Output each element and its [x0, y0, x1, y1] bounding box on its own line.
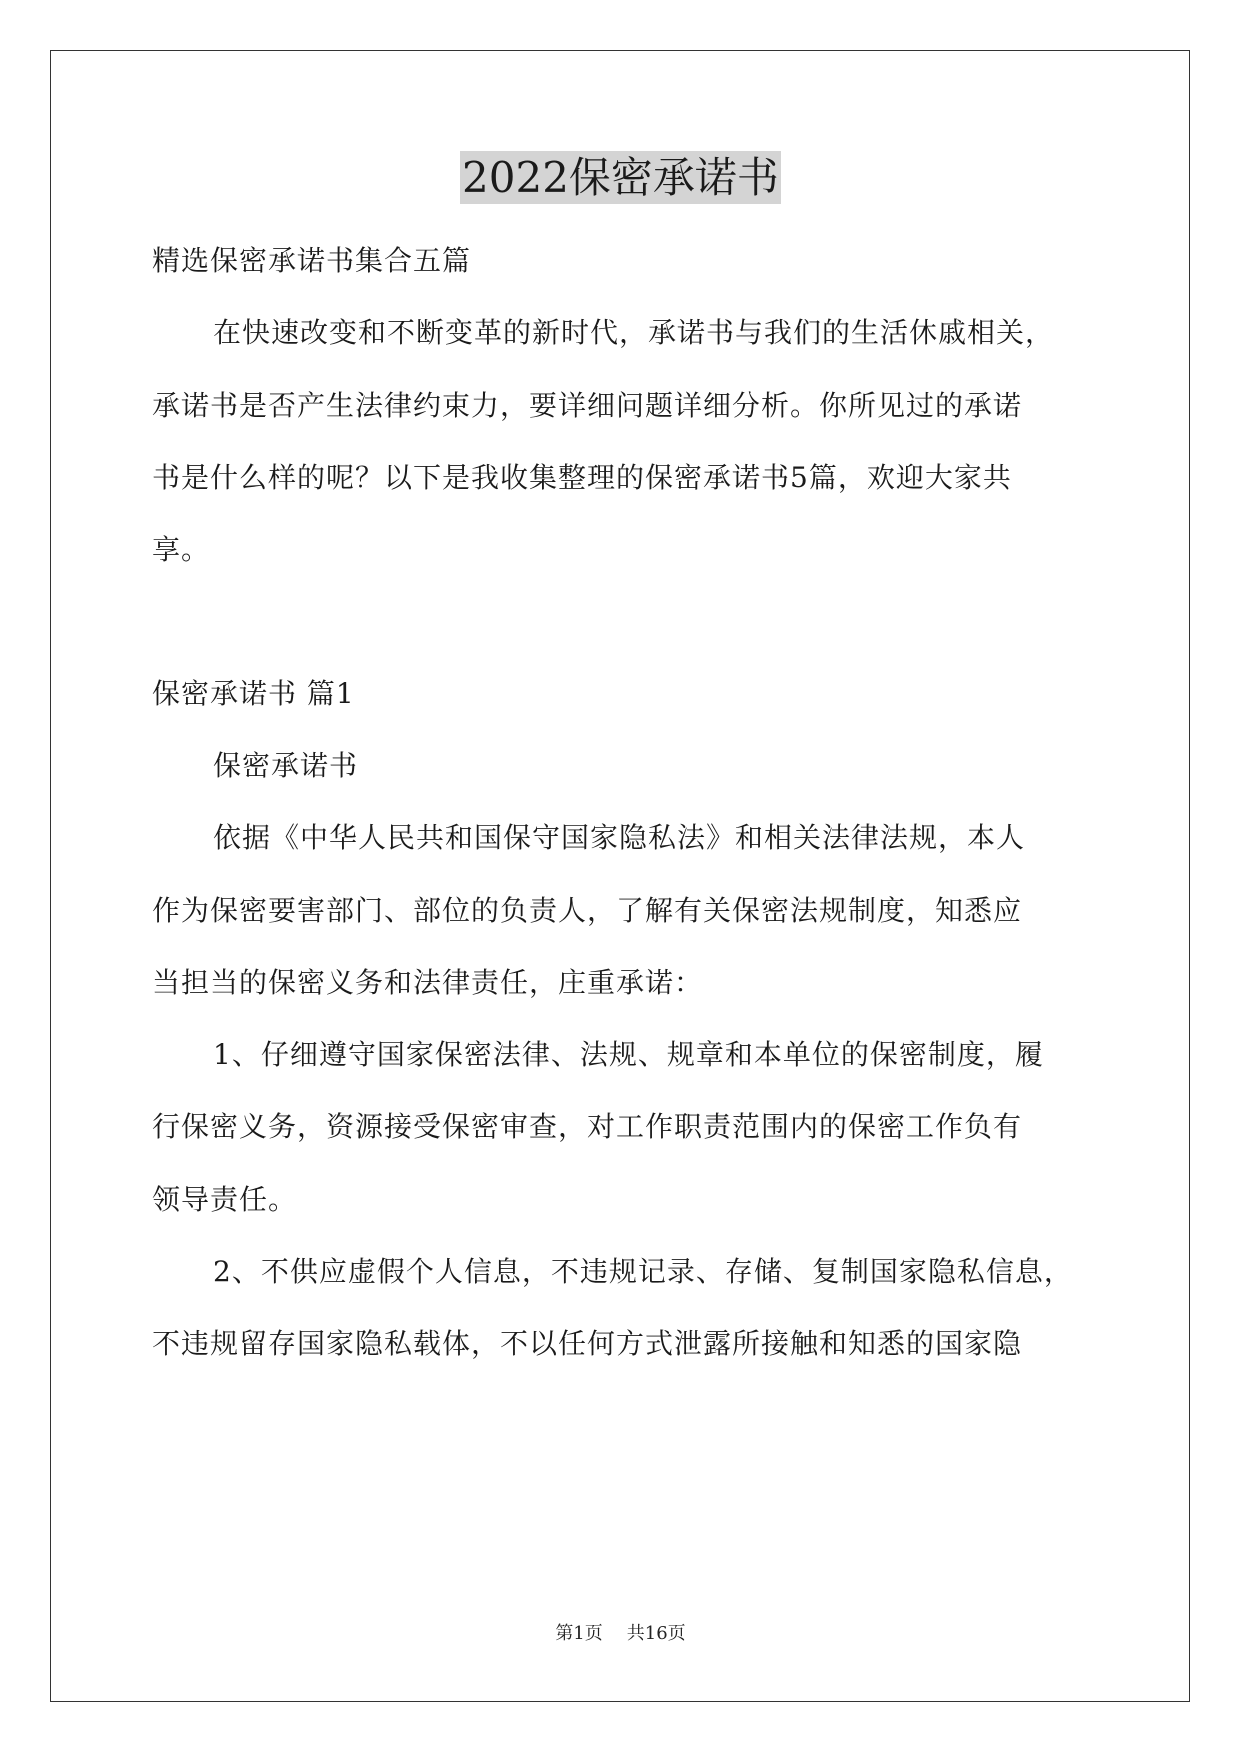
section-title: 保密承诺书 [213, 749, 359, 782]
intro-line: 书是什么样的呢？以下是我收集整理的保密承诺书5篇，欢迎大家共 [152, 461, 1012, 494]
intro-line: 在快速改变和不断变革的新时代，承诺书与我们的生活休戚相关， [213, 316, 1055, 349]
section-heading: 保密承诺书 篇1 [152, 677, 355, 710]
item-line: 领导责任。 [152, 1183, 298, 1216]
page-total: 共16页 [626, 1623, 686, 1644]
item-line: 1、仔细遵守国家保密法律、法规、规章和本单位的保密制度，履 [213, 1038, 1044, 1071]
document-title-text: 2022保密承诺书 [462, 153, 779, 202]
document-subtitle: 精选保密承诺书集合五篇 [152, 244, 472, 277]
paragraph-line: 当担当的保密义务和法律责任，庄重承诺： [152, 966, 704, 999]
item-line: 不违规留存国家隐私载体，不以任何方式泄露所接触和知悉的国家隐 [152, 1327, 1023, 1360]
page-footer [0, 1622, 1241, 1646]
document-title [0, 148, 1241, 208]
paragraph-line: 作为保密要害部门、部位的负责人，了解有关保密法规制度，知悉应 [152, 894, 1023, 927]
paragraph-line: 依据《中华人民共和国保守国家隐私法》和相关法律法规，本人 [213, 821, 1026, 854]
item-line: 行保密义务，资源接受保密审查，对工作职责范围内的保密工作负有 [152, 1110, 1023, 1143]
intro-line: 承诺书是否产生法律约束力，要详细问题详细分析。你所见过的承诺 [152, 389, 1023, 422]
intro-line: 享。 [152, 533, 211, 566]
page-number: 第1页 [555, 1623, 603, 1644]
page-border [50, 50, 1190, 1702]
item-line: 2、不供应虚假个人信息，不违规记录、存储、复制国家隐私信息， [213, 1255, 1073, 1288]
